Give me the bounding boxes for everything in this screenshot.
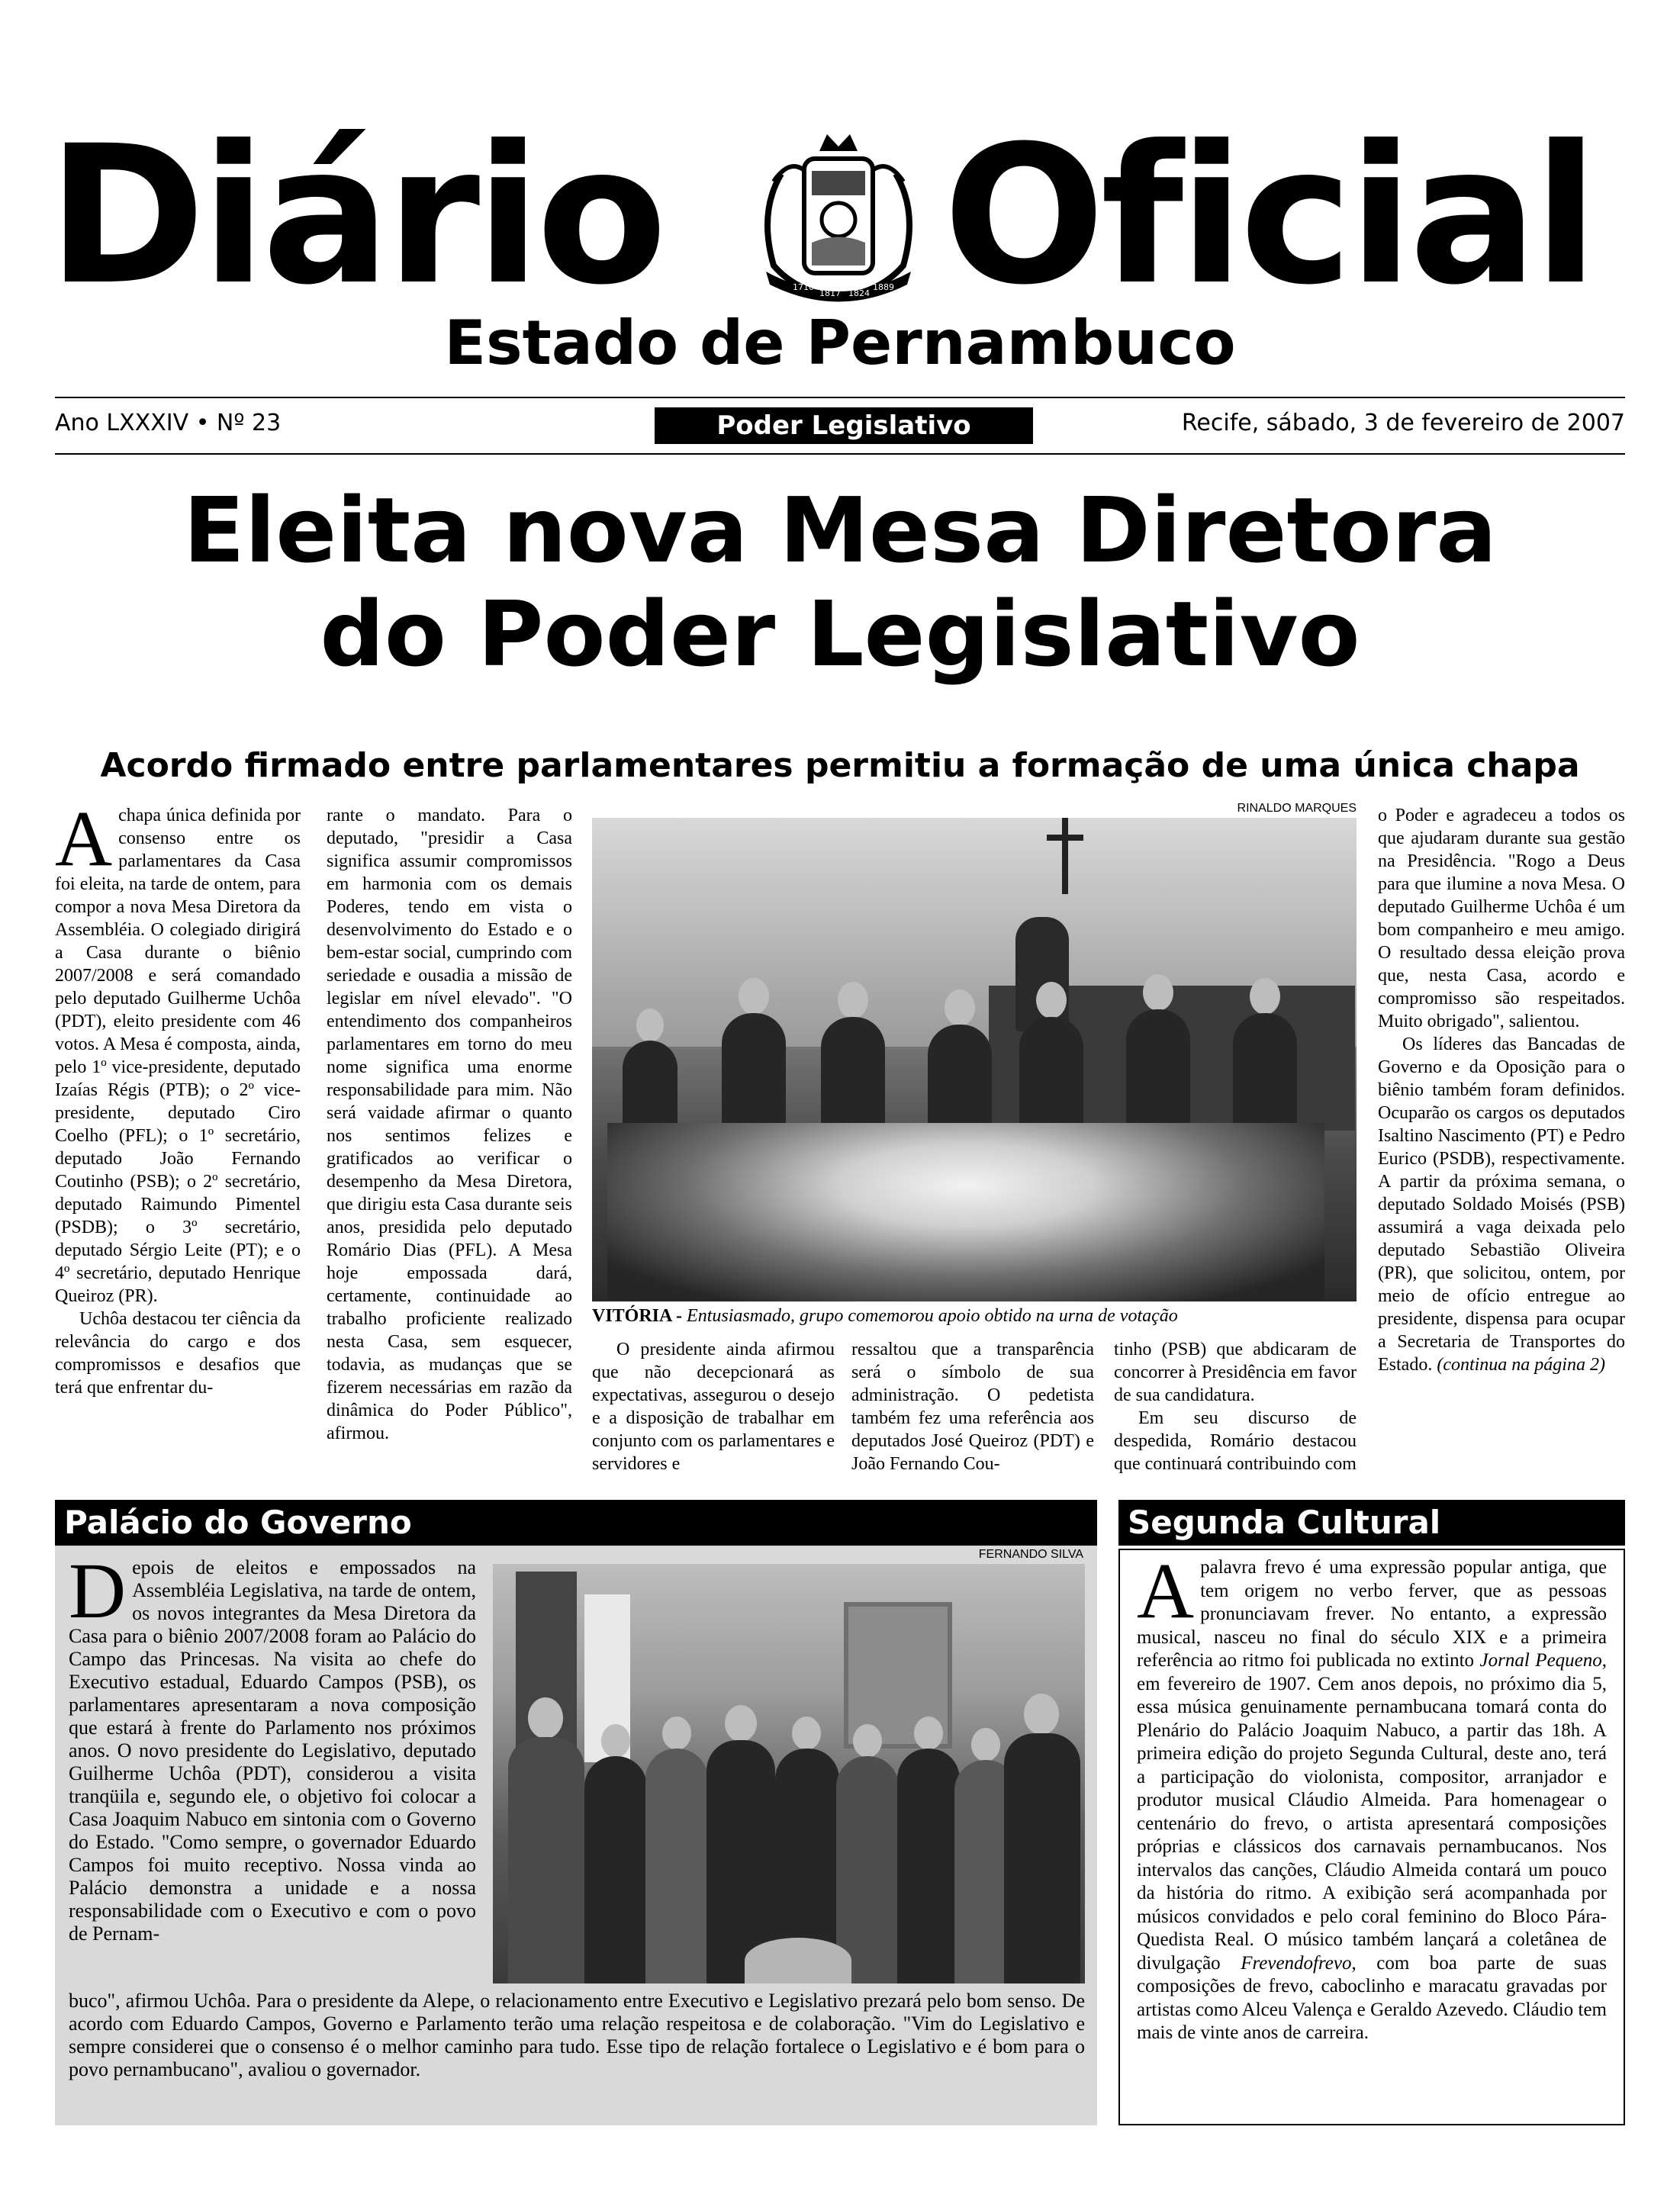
- lead-column-3: [592, 1338, 835, 1475]
- lead-col6-para2: Os líderes das Bancadas de Governo e da Oposição para o biênio também foram definidos. Ocuparão os cargos os deputados Isaltino Nascimento (PT) e Pedro Eurico (PSDB), respectivamente. A partir da próxima semana, o deputado Soldado Moisés (PSB) assumirá a vaga deixada pelo deputado Sebastião Oliveira (PR), que solicitou, ontem, por meio de ofício entregue ao presidente, dispensa para ocupar a Secretaria de Transportes do Estado.: [1378, 1034, 1625, 1375]
- lead-column-2: [327, 804, 572, 1445]
- palacio-text-lower: [69, 1990, 1085, 2081]
- masthead-title-oficial: Oficial: [943, 105, 1595, 327]
- caption-label: VITÓRIA -: [592, 1306, 683, 1326]
- crest-year-1: 1710: [793, 282, 814, 292]
- headline-line-1: Eleita nova Mesa Diretora: [183, 478, 1497, 583]
- cultural-text-2: , em fevereiro de 1907. Cem anos depois, no próximo dia 5, essa música genuinamente pernambucana tomará conta do Plenário do Palácio Joaquim Nabuco, a partir das 18h. A primeira edição do projeto Segunda Cultural, deste ano, terá a participação do violonista, compositor, arranjador e produtor musical Cláudio Almeida. Para homenagear o centenário do frevo, o artista apresentará composições próprias e clássicos dos carnavais pernambucanos. Nos intervalos das canções, Cláudio Almeida contará um pouco da história do ritmo. A exibição será acompanhada por músicos convidados e pelo coral feminino do Bloco Pára-Quedista Real. O músico também lançará a coletânea de divulgação: [1137, 1650, 1608, 1974]
- headline-line-2: do Poder Legislativo: [320, 581, 1360, 687]
- palacio-heading: Palácio do Governo: [55, 1500, 1097, 1546]
- palacio-photo-credit: FERNANDO SILVA: [978, 1548, 1083, 1561]
- lead-col4-para: ressaltou que a transparência será o símbolo de sua administração. O pedetista também fez uma referência aos deputados José Queiroz (PDT) e João Fernando Cou-: [851, 1340, 1094, 1474]
- palacio-photo: [493, 1564, 1085, 1983]
- crest-year-2: 1817: [819, 288, 841, 298]
- crucifix-icon: [1042, 818, 1088, 894]
- lead-col5-para1: tinho (PSB) que abdicaram de concorrer à Presidência em favor de sua candidatura.: [1114, 1340, 1357, 1405]
- caption-text: Entusiasmado, grupo comemorou apoio obtido na urna de votação: [687, 1306, 1178, 1326]
- masthead-top-rule: [55, 397, 1625, 398]
- cultural-dropcap: A: [1137, 1547, 1195, 1635]
- crest-year-4: 1889: [873, 282, 894, 292]
- lead-col1-para2: Uchôa destacou ter ciência da relevância do cargo e dos compromissos e desafios que terá que enfrentar du-: [55, 1309, 301, 1398]
- lead-photo: [592, 818, 1357, 1301]
- palacio-dropcap: D: [69, 1547, 127, 1635]
- masthead-bottom-rule: [55, 453, 1625, 455]
- photo-flower-arrangement: [607, 1123, 1324, 1301]
- cultural-text-3: , com boa parte de suas composições de frevo, caboclinho e maracatu gravadas por artistas como Alceu Valença e Geraldo Azevedo. Cláudio tem mais de vinte anos de carreira.: [1137, 1952, 1607, 2043]
- section-label: Poder Legislativo: [655, 407, 1033, 444]
- palacio-text-upper: [69, 1547, 476, 1945]
- cultural-italic-2: Frevendofrevo: [1241, 1952, 1352, 1974]
- cultural-heading: Segunda Cultural: [1118, 1500, 1625, 1546]
- lead-headline: [0, 479, 1680, 686]
- lead-column-4: [851, 1338, 1094, 1475]
- lead-photo-caption: [592, 1306, 1357, 1326]
- lead-col5-para2: Em seu discurso de despedida, Romário destacou que continuará contribuindo com: [1114, 1408, 1357, 1474]
- dateline: Recife, sábado, 3 de fevereiro de 2007: [1181, 410, 1625, 436]
- lead-col3-para: O presidente ainda afirmou que não decepcionará as expectativas, assegurou o desejo e a disposição de trabalhar em conjunto com os parlamentares e servidores e: [592, 1340, 835, 1474]
- masthead-subtitle: Estado de Pernambuco: [444, 307, 1236, 378]
- lead-col1-para1: chapa única definida por consenso entre os parlamentares da Casa foi eleita, na tarde de ontem, para compor a nova Mesa Diretora da Assembléia. O colegiado dirigirá a Casa durante o biênio 2007/2008 e será comandado pelo deputado Guilherme Uchôa (PDT), eleito presidente com 46 votos. A Mesa é composta, ainda, pelo 1º vice-presidente, deputado Izaías Régis (PTB); o 2º vice-presidente, deputado Ciro Coelho (PFL); o 1º secretário, deputado João Fernando Coutinho (PSB); o 2º secretário, deputado Raimundo Pimentel (PSDB); o 3º secretário, deputado Sérgio Leite (PT); e o 4º secretário, deputado Henrique Queiroz (PR).: [55, 806, 301, 1306]
- palacio-para-lower: buco", afirmou Uchôa. Para o presidente da Alepe, o relacionamento entre Executivo e Legislativo prezará pelo bom senso. De acordo com Eduardo Campos, Governo e Parlamento terão uma relação respeitosa e de colaboração. "Vim do Legislativo e sempre considerei que o consenso é o melhor caminho para tudo. Esse tipo de relação fortalece o Legislativo e é bom para o povo pernambucano", avaliou o governador.: [69, 1990, 1085, 2080]
- lead-column-1: [55, 795, 301, 1399]
- state-crest-icon: [751, 128, 926, 305]
- cultural-text: [1137, 1547, 1608, 2045]
- continued-note: (continua na página 2): [1437, 1355, 1605, 1375]
- masthead-title-diario: Diário: [47, 105, 663, 327]
- lead-photo-credit: RINALDO MARQUES: [1237, 802, 1357, 815]
- cultural-italic-1: Jornal Pequeno: [1479, 1650, 1602, 1671]
- lead-col6-para1: o Poder e agradeceu a todos os que ajudaram durante sua gestão na Presidência. "Rogo a Deus para que ilumine a nova Mesa. O deputado Guilherme Uchôa é um bom companheiro e meu amigo. O resultado dessa eleição prova que, nesta Casa, acordo e compromisso são respeitados. Muito obrigado", salientou.: [1378, 806, 1625, 1031]
- cultural-text-1: palavra frevo é uma expressão popular antiga, que tem origem no verbo ferver, que as pessoas pronunciavam frever. No entanto, a expressão musical, nasceu no final do século XIX e a primeira referência ao ritmo foi publicada no extinto: [1137, 1557, 1607, 1671]
- issue-number: Ano LXXXIV • Nº 23: [55, 410, 282, 436]
- crest-year-3: 1824: [848, 288, 870, 298]
- lead-dropcap: A: [55, 795, 113, 883]
- lead-col2-para: rante o mandato. Para o deputado, "presidir a Casa significa assumir compromissos em harmonia com os demais Poderes, tendo em vista o desenvolvimento do Estado e o bem-estar social, cumprindo com seriedade e ousadia a missão de legislar em nível elevado". "O entendimento dos companheiros parlamentares em torno do meu nome significa uma enorme responsabilidade para mim. Não será vaidade afirmar o quanto nos sentimos felizes e gratificados ao verificar o desempenho da Mesa Diretora, que dirigiu esta Casa durante seis anos, presidida pelo deputado Romário Dias (PFL). A Mesa hoje empossada dará, certamente, continuidade ao trabalho proficiente realizado nesta Casa, sem esquecer, todavia, as mudanças que se fizerem necessárias em razão da dinâmica do Poder Público", afirmou.: [327, 806, 572, 1443]
- lead-column-5: [1114, 1338, 1357, 1475]
- lead-deck: Acordo firmado entre parlamentares permitiu a formação de uma única chapa: [100, 746, 1580, 785]
- lead-column-6: [1378, 804, 1625, 1376]
- palacio-para-upper: epois de eleitos e empossados na Assembléia Legislativa, na tarde de ontem, os novos integrantes da Mesa Diretora da Casa para o biênio 2007/2008 foram ao Palácio do Campo das Princesas. Na visita ao chefe do Executivo estadual, Eduardo Campos (PSB), os parlamentares apresentaram a nova composição que estará à frente do Parlamento nos próximos anos. O novo presidente do Legislativo, deputado Guilherme Uchôa (PDT), considerou a visita tranqüila e, segundo ele, o objetivo foi colocar a Casa Joaquim Nabuco em sintonia com o Governo do Estado. "Como sempre, o governador Eduardo Campos foi muito receptivo. Nossa vinda ao Palácio demonstra a unidade e a nossa responsabilidade com o Executivo e com o povo de Pernam-: [69, 1556, 476, 1945]
- photo-table: [745, 1938, 851, 1983]
